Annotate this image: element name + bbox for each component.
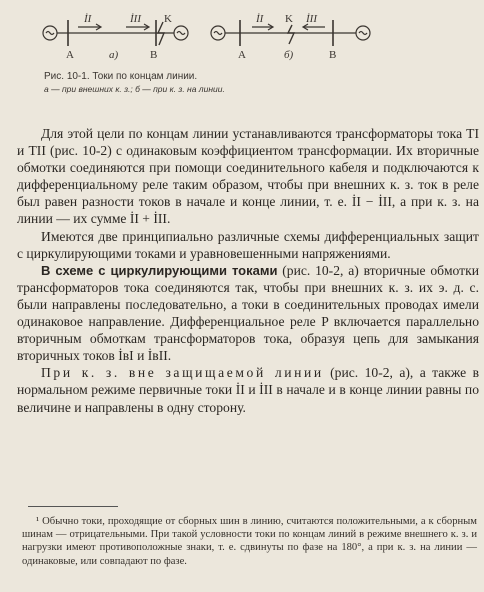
label-K-b: K — [285, 13, 293, 25]
label-B-a: B — [150, 49, 158, 61]
paragraph-4 — [17, 364, 479, 415]
caption-title: Рис. 10-1. Токи по концам линии. — [44, 71, 198, 82]
paragraph-3-heading: В схеме с циркулирующими токами — [41, 262, 278, 278]
label-B-b: B — [329, 49, 337, 61]
paragraph-3 — [17, 262, 479, 365]
panel-label-b: б) — [284, 49, 294, 61]
footnote — [22, 515, 477, 568]
paragraph-1: Для этой цели по концам линии устанавливаются трансформаторы тока TI и TII (рис. 10-2) с одинаковым коэффициентом трансформации. Их вторичные обмотки соединяются при помощи соединительного кабеля и подключаются к дифференциальному реле таким образом, чтобы при внешних к. з. ток в реле был равен разности токов в начале и конце линии, т. е. İI − İII, а при к. з. на линии — их сумме İI + İII. — [17, 126, 479, 227]
paragraph-4-text: (рис. 10-2, а), а также в нормальном режиме первичные токи İI и İII в начале и в конце линии равны по величине и направлены в одну сторону. — [17, 365, 480, 415]
label-A-b: A — [238, 49, 246, 61]
caption-note: а — при внешних к. з.; б — при к. з. на линии. — [44, 84, 225, 94]
footnote-rule — [28, 506, 118, 507]
paragraph-4-spaced: При к. з. вне защищаемой линии — [41, 365, 324, 381]
label-K-a: K — [164, 13, 172, 25]
footnote-text: ¹ Обычно токи, проходящие от сборных шин в линию, считаются положительными, а к сборным шинам — отрицательными. При такой условности токи по концам линий в режиме внешнего к. з. и нагрузки имеют противоположные знаки, т. е. сдвинуты по фазе на 180°, а при к. з. на линии — одинаковые, или совпадают по фазе. — [22, 516, 477, 567]
fault-b-icon — [288, 25, 294, 44]
paragraph-3-text: (рис. 10-2, а) вторичные обмотки трансформаторов тока соединяются так, чтобы при внешних к. з. их э. д. с. были направлены последовательно, а токи в соединительных проводах имели одинаковое направление. Дифференциальное реле P включается параллельно вторичным обмоткам трансформаторов тока, образуя цепь для замыкания вторичных токов İвI и İвII. — [17, 262, 479, 364]
paragraph-2: Имеются две принципиально различные схемы дифференциальных защит с циркулирующими токами и уравновешенными напряжениями. — [17, 228, 479, 261]
panel-label-a: а) — [109, 49, 119, 61]
label-i2-b: İII — [306, 13, 317, 25]
fault-a-icon — [158, 22, 164, 45]
figure-caption — [44, 70, 464, 95]
label-i2-a: İII — [130, 13, 141, 25]
figure-10-1 — [0, 0, 484, 70]
label-i1-b: İI — [256, 13, 264, 25]
label-i1-a: İI — [84, 13, 92, 25]
body-text — [17, 125, 479, 416]
label-A-a: A — [66, 49, 74, 61]
